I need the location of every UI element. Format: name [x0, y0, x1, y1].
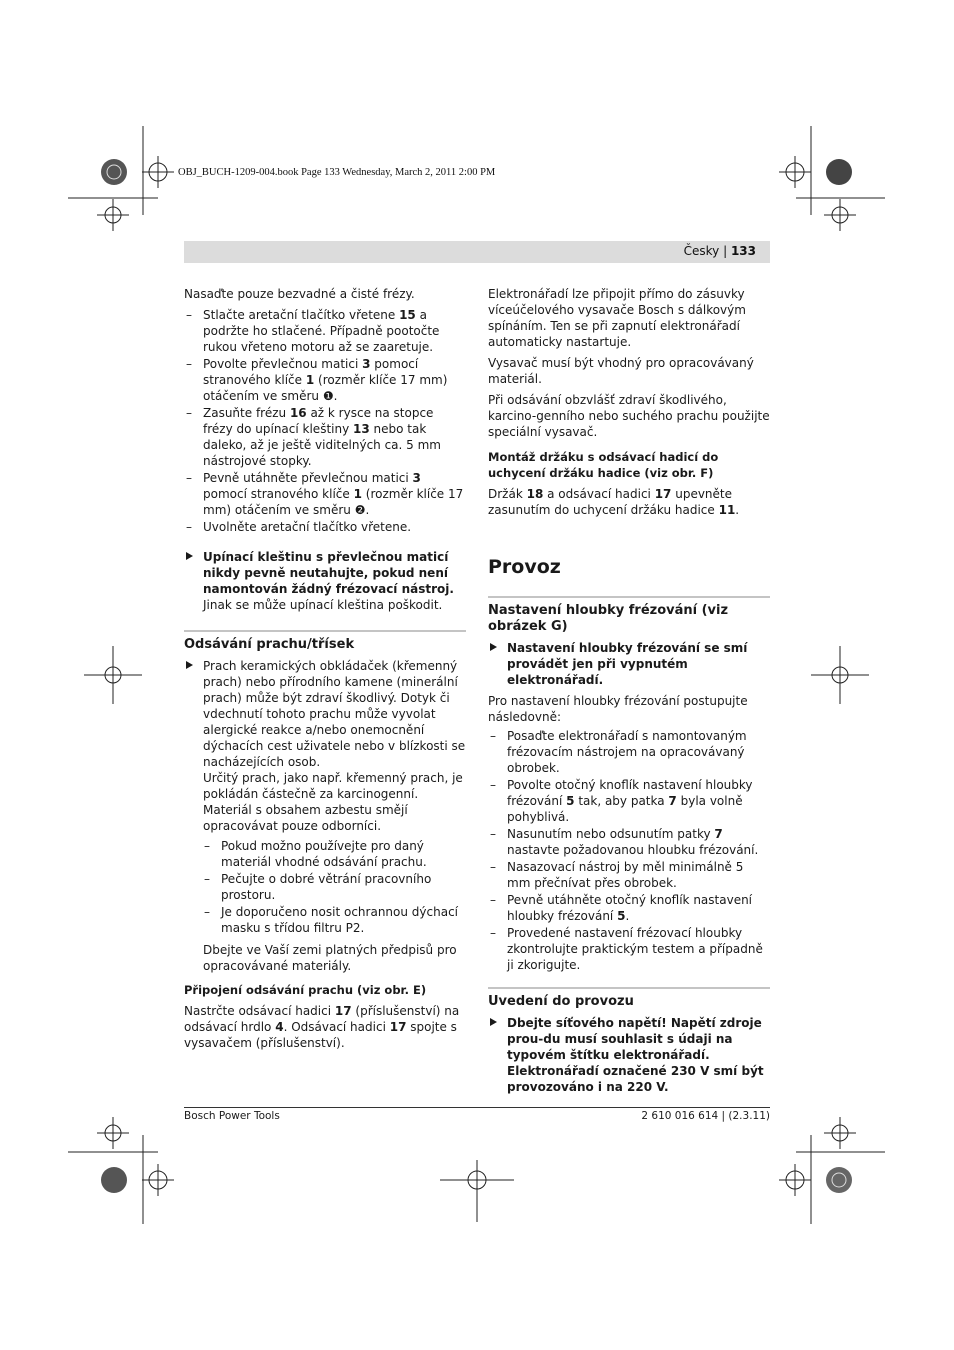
section-heading-dust: Odsávání prachu/třísek [184, 630, 466, 653]
list-item: – Nasazovací nástroj by měl minimálně 5 mm přečnívat přes obrobek. [488, 859, 770, 891]
chapter-title: Provoz [488, 556, 561, 578]
section-heading-start: Uvedení do provozu [488, 987, 770, 1010]
list-item: – Nasunutím nebo odsunutím patky 7 nastavte požadovanou hloubku frézování. [488, 826, 770, 858]
vacuum-special-text: Při odsávání obzvlášť zdraví škodlivého, karcino-genního nebo suchého prachu použijte speciální vysavač. [488, 393, 770, 439]
vacuum-suitable-text: Vysavač musí být vhodný pro opracovávaný materiál. [488, 356, 754, 386]
list-item: – Povolte převlečnou matici 3 pomocí stranového klíče 1 (rozměr klíče 17 mm) otáčením ve směru ❶. [184, 356, 466, 404]
warning-triangle-icon [490, 643, 497, 651]
warning-depth: Nastavení hloubky frézování se smí provádět jen při vypnutém elektronářadí. [488, 640, 770, 688]
warning-collet: Upínací kleštinu s převlečnou maticí nikdy pevně neutahujte, pokud není namontován žádný frézovací nástroj. Jinak se může upínací kleština poškodit. [184, 549, 466, 613]
list-item: – Pečujte o dobré větrání pracovního prostoru. [184, 871, 466, 903]
running-header [184, 241, 770, 263]
header-text [684, 244, 756, 258]
list-item: – Posaďte elektronářadí s namontovaným frézovacím nástrojem na opracovávaný obrobek. [488, 728, 770, 776]
list-item: – Zasuňte frézu 16 až k rysce na stopce frézy do upínací kleštiny 13 nebo tak daleko, až je ještě viditelných ca. 5 mm nástrojové stopky. [184, 405, 466, 469]
footer-rule [184, 1107, 770, 1108]
left-column [184, 286, 466, 1056]
warning-triangle-icon [186, 552, 193, 560]
subheading-connect: Připojení odsávání prachu (viz obr. E) [184, 983, 427, 997]
list-item: – Pokud možno používejte pro daný materiál vhodné odsávání prachu. [184, 838, 466, 870]
header-separator: | [719, 244, 731, 258]
direction-1-icon: ❶ [322, 389, 334, 403]
warning-triangle-icon [186, 661, 193, 669]
list-item: – Je doporučeno nosit ochrannou dýchací masku s třídou filtru P2. [184, 904, 466, 936]
mount-text: Držák 18 a odsávací hadici 17 upevněte zasunutím do uchycení držáku hadice 11. [488, 487, 740, 517]
connect-text: Nastrčte odsávací hadici 17 (příslušenství) na odsávací hrdlo 4. Odsávací hadici 17 spojte s vysavačem (příslušenství). [184, 1004, 460, 1050]
intro-text: Nasaďte pouze bezvadné a čisté frézy. [184, 287, 415, 301]
vacuum-text: Elektronářadí lze připojit přímo do zásuvky víceúčelového vysavače Bosch s dálkovým spínáním. Ten se při zapnutí elektronářadí automaticky nastartuje. [488, 287, 746, 349]
list-item: – Povolte otočný knoflík nastavení hloubky frézování 5 tak, aby patka 7 byla volně pohyblivá. [488, 777, 770, 825]
subheading-mount: Montáž držáku s odsávací hadicí do uchycení držáku hadice (viz obr. F) [488, 450, 719, 480]
warning-dust: Prach keramických obkládaček (křemenný prach) nebo přírodního kamene (minerální prach) může být zdraví škodlivý. Dotyk či vdechnutí tohoto prachu může vyvolat alergické reakce a/nebo onemocnění dýchacích cest uživatele nebo v blízkosti se nacházejících osob. Určitý prach, jako např. křemenný prach, je pokládán částečně za karcinogenní. Materiál s obsahem azbestu smějí opracovávat pouze odborníci. [184, 658, 466, 834]
footer-brand: Bosch Power Tools [184, 1110, 280, 1122]
header-language: Česky [683, 244, 720, 258]
list-item: – Provedené nastavení frézovací hloubky zkontrolujte praktickým testem a případně ji zkorigujte. [488, 925, 770, 973]
print-slug: OBJ_BUCH-1209-004.book Page 133 Wednesday, March 2, 2011 2:00 PM [178, 167, 496, 178]
list-item: – Stlačte aretační tlačítko vřetene 15 a podržte ho stlačené. Případně pootočte rukou vřeteno motoru až se zaaretuje. [184, 307, 466, 355]
dust-note: Dbejte ve Vaší zemi platných předpisů pro opracovávané materiály. [203, 943, 457, 973]
footer-code: 2 610 016 614 | (2.3.11) [641, 1110, 770, 1122]
section-heading-depth: Nastavení hloubky frézování (viz obrázek G) [488, 596, 770, 635]
list-item: – Pevně utáhněte otočný knoflík nastavení hloubky frézování 5. [488, 892, 770, 924]
depth-intro: Pro nastavení hloubky frézování postupujte následovně: [488, 694, 748, 724]
direction-2-icon: ❷ [354, 503, 366, 517]
warning-voltage: Dbejte síťového napětí! Napětí zdroje prou-du musí souhlasit s údaji na typovém štítku elektronářadí. Elektronářadí označené 230 V smí být provozováno i na 220 V. [488, 1015, 770, 1095]
list-item: – Pevně utáhněte převlečnou matici 3 pomocí stranového klíče 1 (rozměr klíče 17 mm) otáčením ve směru ❷. [184, 470, 466, 518]
right-column [488, 286, 770, 1100]
warning-triangle-icon [490, 1018, 497, 1026]
page-number: 133 [730, 244, 756, 258]
list-item: – Uvolněte aretační tlačítko vřetene. [184, 519, 466, 535]
